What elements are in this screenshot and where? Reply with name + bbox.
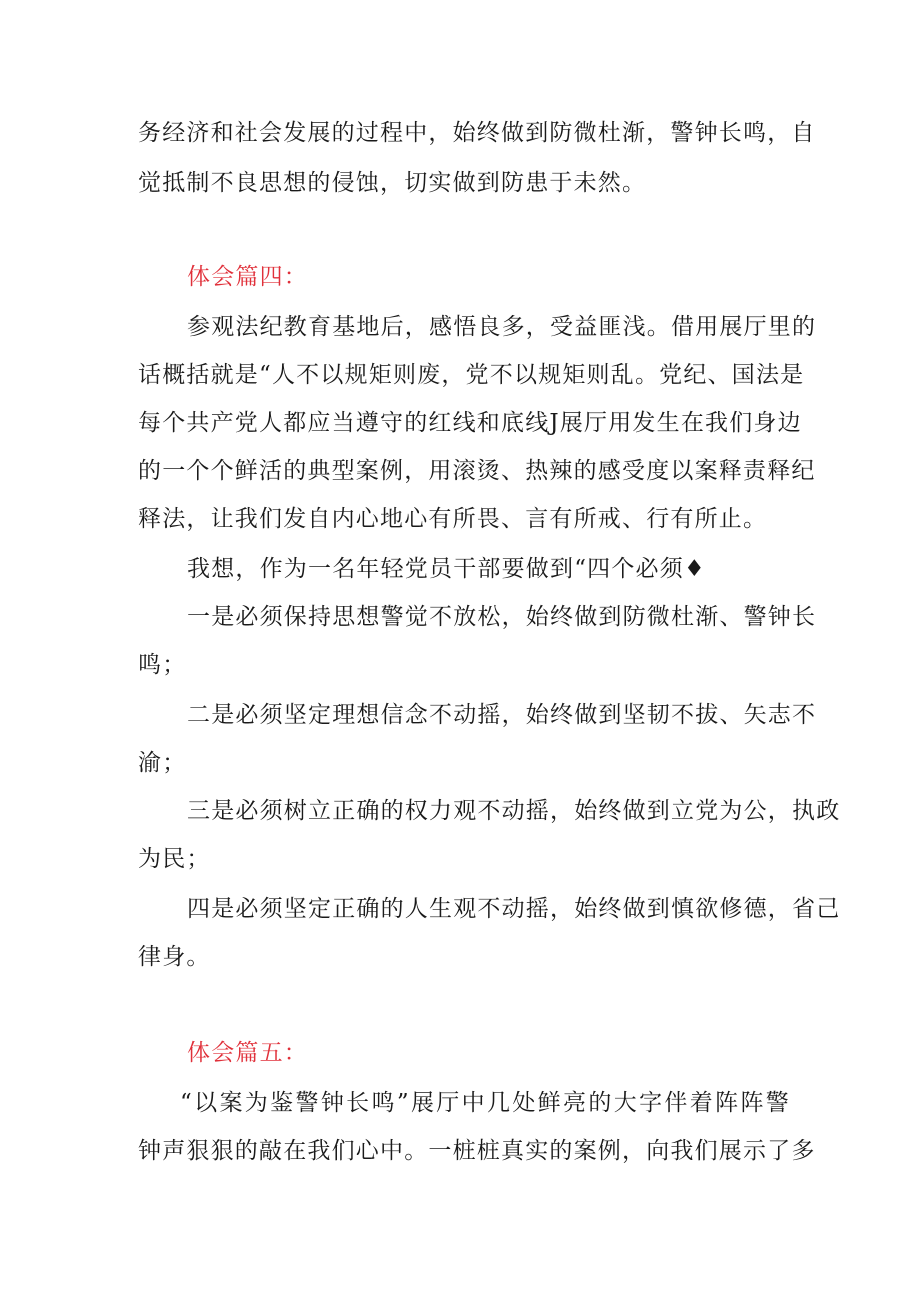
section-4-para2: 我想，作为一名年轻党员干部要做到“四个必须♦ <box>187 556 706 582</box>
intro-line-2: 觉抵制不良思想的侵蚀，切实做到防患于未然。 <box>138 170 647 196</box>
section-4-item1-line-2: 鸣； <box>138 652 187 678</box>
section-4-item2-line-2: 渝； <box>138 750 187 776</box>
section-4-para1-line-4: 的一个个鲜活的典型案例，用滚烫、热辣的感受度以案释责释纪 <box>138 458 816 484</box>
intro-line-1: 务经济和社会发展的过程中，始终做到防微杜渐，警钟长鸣，自 <box>138 120 816 146</box>
section-4-para1-line-3: 每个共产党人都应当遵守的红线和底线J展厅用发生在我们身边 <box>138 410 802 436</box>
section-4-item3-line-1: 三是必须树立正确的权力观不动摇，始终做到立党为公，执政 <box>187 798 841 824</box>
section-4-para1-line-1: 参观法纪教育基地后，感悟良多，受益匪浅。借用展厅里的 <box>187 314 817 340</box>
section-4-item4-line-1: 四是必须坚定正确的人生观不动摇，始终做到慎欲修德，省己 <box>187 896 841 922</box>
section-5-para1-line-1: “以案为鉴警钟长鸣”展厅中几处鲜亮的大字伴着阵阵警 <box>180 1090 790 1116</box>
section-4-item3-line-2: 为民； <box>138 846 211 872</box>
section-4-item4-line-2: 律身。 <box>138 944 211 970</box>
section-4-para1-line-2: 话概括就是“人不以规矩则废，党不以规矩则乱。党纪、国法是 <box>138 362 805 388</box>
section-5-heading: 体会篇五： <box>187 1040 308 1066</box>
section-5-para1-line-2: 钟声狠狠的敲在我们心中。一桩桩真实的案例，向我们展示了多 <box>138 1138 816 1164</box>
section-4-heading: 体会篇四： <box>187 264 308 290</box>
section-4-item1-line-1: 一是必须保持思想警觉不放松，始终做到防微杜渐、警钟长 <box>187 604 817 630</box>
section-4-para1-line-5: 释法，让我们发自内心地心有所畏、言有所戒、行有所止。 <box>138 506 768 532</box>
section-4-item2-line-1: 二是必须坚定理想信念不动摇，始终做到坚韧不拔、矢志不 <box>187 702 817 728</box>
